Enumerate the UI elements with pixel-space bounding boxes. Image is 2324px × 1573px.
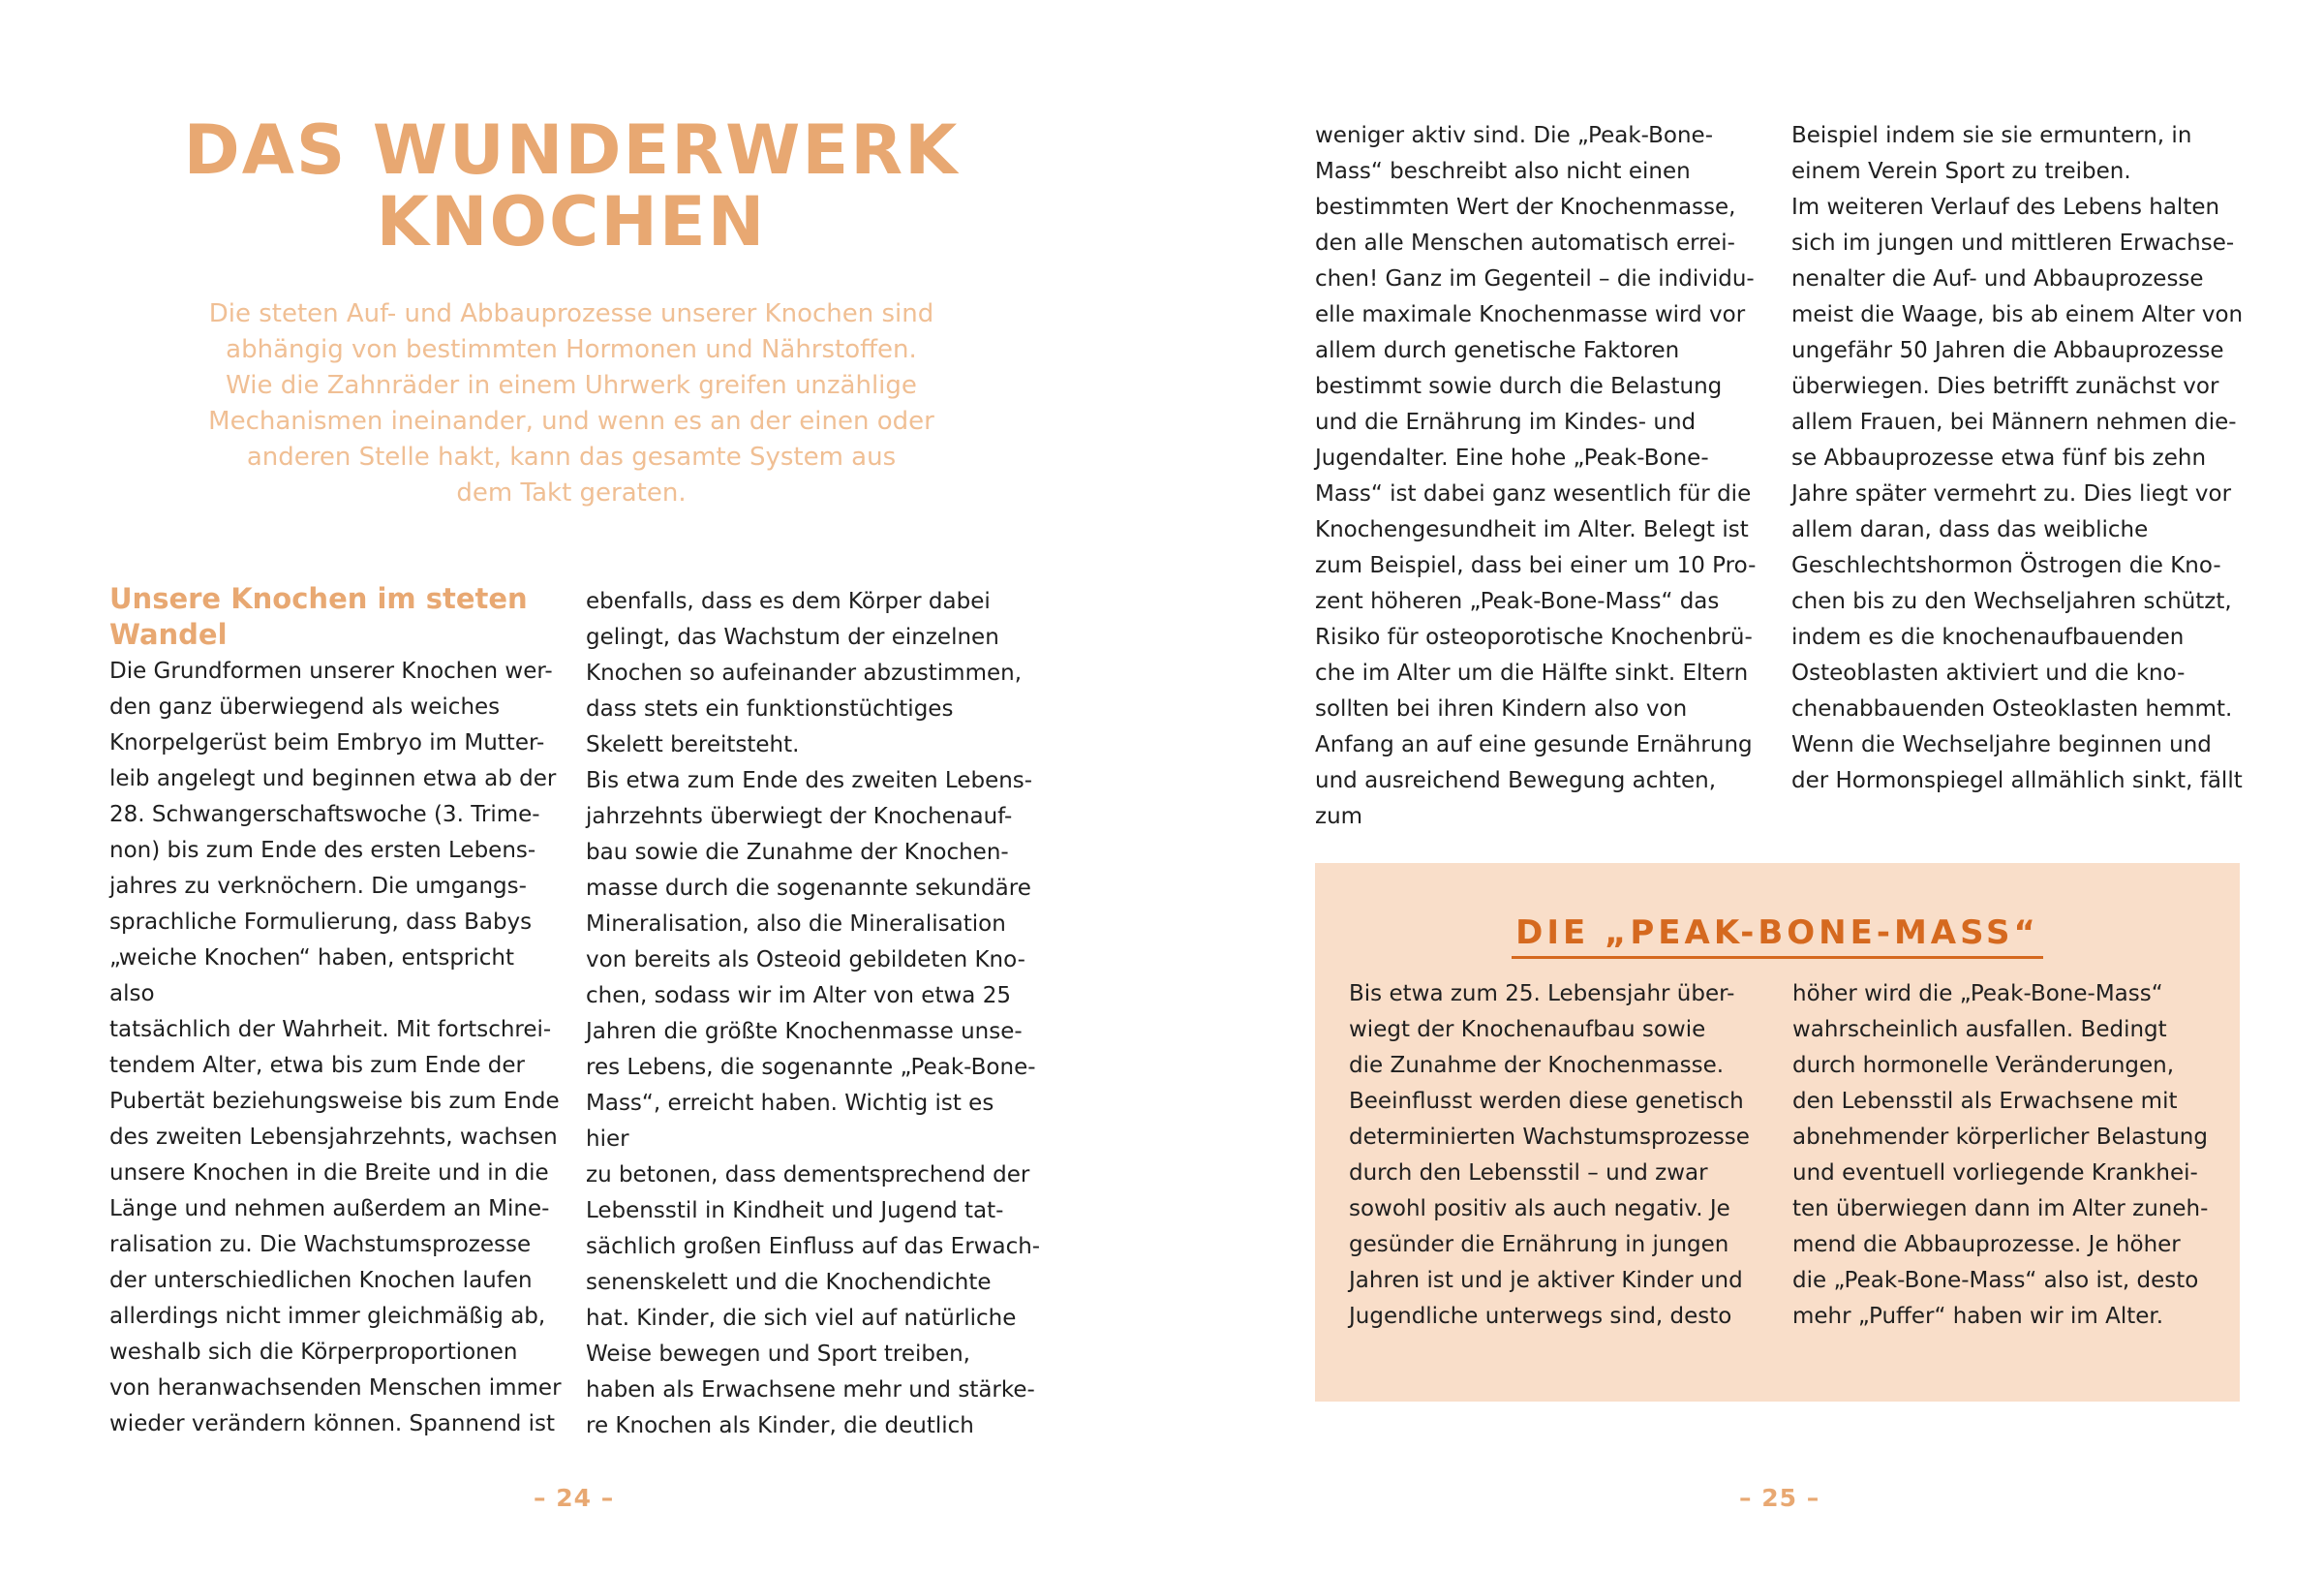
text-line: 28. Schwangerschaftswoche (3. Trime- — [109, 802, 540, 827]
text-line: Jahren die größte Knochenmasse unse- — [586, 1019, 1023, 1044]
text-line: den ganz überwiegend als weiches — [109, 694, 501, 720]
intro-line: Wie die Zahnräder in einem Uhrwerk greifen unzählige — [226, 371, 917, 400]
text-line: Jugendliche unterwegs sind, desto — [1349, 1304, 1732, 1329]
text-line: Geschlechtshormon Östrogen die Kno- — [1791, 553, 2221, 578]
text-line: von bereits als Osteoid gebildeten Kno- — [586, 947, 1025, 972]
body-text — [1792, 976, 2218, 1335]
text-line: tatsächlich der Wahrheit. Mit fortschrei- — [109, 1017, 552, 1042]
text-line: sächlich großen Einfluss auf das Erwach- — [586, 1234, 1041, 1259]
text-line: Jahren ist und je aktiver Kinder und — [1349, 1268, 1743, 1293]
text-line: sprachliche Formulierung, dass Babys — [109, 910, 533, 935]
right-column-1 — [1315, 118, 1770, 835]
text-line: wiegt der Knochenaufbau sowie — [1349, 1017, 1706, 1042]
text-line: „weiche Knochen“ haben, entspricht also — [109, 945, 515, 1006]
page-title — [174, 110, 968, 262]
right-column-2 — [1791, 118, 2247, 799]
page-number: – 25 – — [1739, 1484, 1820, 1512]
left-column-1 — [109, 581, 565, 1442]
text-line: durch hormonelle Veränderungen, — [1792, 1053, 2175, 1078]
text-line: Mineralisation, also die Mineralisation — [586, 911, 1006, 937]
text-line: ten überwiegen dann im Alter zuneh- — [1792, 1196, 2209, 1221]
text-line: che im Alter um die Hälfte sinkt. Eltern — [1315, 661, 1749, 686]
body-text — [1349, 976, 1775, 1335]
text-line: ebenfalls, dass es dem Körper dabei — [586, 589, 991, 614]
body-text — [1315, 118, 1770, 835]
text-line: masse durch die sogenannte sekundäre — [586, 876, 1031, 901]
text-line: höher wird die „Peak-Bone-Mass“ — [1792, 981, 2163, 1006]
text-line: und ausreichend Bewegung achten, zum — [1315, 768, 1716, 829]
text-line: von heranwachsenden Menschen immer — [109, 1375, 562, 1401]
text-line: res Lebens, die sogenannte „Peak-Bone- — [586, 1055, 1036, 1080]
text-line: senenskelett und die Knochendichte — [586, 1270, 992, 1295]
text-line: der Hormonspiegel allmählich sinkt, fällt — [1791, 768, 2243, 793]
text-line: bau sowie die Zunahme der Knochen- — [586, 840, 1009, 865]
text-line: wieder verändern können. Spannend ist — [109, 1411, 555, 1436]
info-box-column-2 — [1792, 976, 2218, 1335]
text-line: zu betonen, dass dementsprechend der — [586, 1162, 1030, 1187]
intro-line: Mechanismen ineinander, und wenn es an der einen oder — [208, 407, 934, 436]
text-line: meist die Waage, bis ab einem Alter von — [1791, 302, 2244, 327]
text-line: Jahre später vermehrt zu. Dies liegt vor — [1791, 481, 2232, 507]
text-line: allem Frauen, bei Männern nehmen die- — [1791, 410, 2237, 435]
text-line: re Knochen als Kinder, die deutlich — [586, 1413, 974, 1438]
text-line: Knochen so aufeinander abzustimmen, — [586, 661, 1023, 686]
text-line: sich im jungen und mittleren Erwachse- — [1791, 231, 2235, 256]
left-column-2 — [586, 584, 1041, 1444]
text-line: haben als Erwachsene mehr und stärke- — [586, 1377, 1035, 1403]
text-line: Mass“ beschreibt also nicht einen — [1315, 159, 1691, 184]
text-line: Jugendalter. Eine hohe „Peak-Bone- — [1315, 446, 1709, 471]
info-box-title — [1315, 911, 2240, 959]
text-line: Wenn die Wechseljahre beginnen und — [1791, 732, 2212, 757]
text-line: des zweiten Lebensjahrzehnts, wachsen — [109, 1125, 558, 1150]
intro-line: dem Takt geraten. — [456, 478, 687, 508]
text-line: Beeinflusst werden diese genetisch — [1349, 1089, 1744, 1114]
text-line: Mass“ ist dabei ganz wesentlich für die — [1315, 481, 1752, 507]
text-line: Im weiteren Verlauf des Lebens halten — [1791, 195, 2220, 220]
intro-text — [203, 296, 939, 511]
info-box — [1315, 863, 2240, 1402]
text-line: chen bis zu den Wechseljahren schützt, — [1791, 589, 2232, 614]
text-line: überwiegen. Dies betrifft zunächst vor — [1791, 374, 2219, 399]
intro-line: Die steten Auf- und Abbauprozesse unserer Knochen sind — [208, 299, 934, 328]
text-line: weshalb sich die Körperproportionen — [109, 1340, 518, 1365]
text-line: indem es die knochenaufbauenden — [1791, 625, 2185, 650]
text-line: ungefähr 50 Jahren die Abbauprozesse — [1791, 338, 2224, 363]
text-line: Mass“, erreicht haben. Wichtig ist es hier — [586, 1091, 994, 1152]
section-heading — [109, 581, 565, 653]
text-line: der unterschiedlichen Knochen laufen — [109, 1268, 533, 1293]
text-line: Weise bewegen und Sport treiben, — [586, 1342, 970, 1367]
text-line: Lebensstil in Kindheit und Jugend tat- — [586, 1198, 1004, 1223]
text-line: allem daran, dass das weibliche — [1791, 517, 2149, 542]
text-line: jahres zu verknöchern. Die umgangs- — [109, 874, 527, 899]
section-heading-line: Unsere Knochen im steten — [109, 582, 528, 615]
text-line: mend die Abbauprozesse. Je höher — [1792, 1232, 2181, 1257]
text-line: Pubertät beziehungsweise bis zum Ende — [109, 1089, 560, 1114]
text-line: allerdings nicht immer gleichmäßig ab, — [109, 1304, 546, 1329]
text-line: Beispiel indem sie sie ermuntern, in — [1791, 123, 2192, 148]
text-line: durch den Lebensstil – und zwar — [1349, 1160, 1708, 1186]
text-line: chenabbauenden Osteoklasten hemmt. — [1791, 696, 2233, 722]
intro-line: anderen Stelle hakt, kann das gesamte System aus — [246, 443, 897, 472]
text-line: Anfang an auf eine gesunde Ernährung — [1315, 732, 1753, 757]
body-text — [586, 584, 1041, 1444]
text-line: chen! Ganz im Gegenteil – die individu- — [1315, 266, 1755, 292]
info-box-title-text: DIE „PEAK-BONE-MASS“ — [1512, 911, 2043, 959]
text-line: leib angelegt und beginnen etwa ab der — [109, 766, 557, 791]
text-line: abnehmender körperlicher Belastung — [1792, 1125, 2208, 1150]
text-line: den alle Menschen automatisch errei- — [1315, 231, 1735, 256]
text-line: sowohl positiv als auch negativ. Je — [1349, 1196, 1730, 1221]
text-line: gelingt, das Wachstum der einzelnen — [586, 625, 999, 650]
text-line: Knochengesundheit im Alter. Belegt ist — [1315, 517, 1749, 542]
text-line: Länge und nehmen außerdem an Mine- — [109, 1196, 550, 1221]
text-line: und eventuell vorliegende Krankhei- — [1792, 1160, 2198, 1186]
text-line: dass stets ein funktionstüchtiges — [586, 696, 954, 722]
text-line: determinierten Wachstumsprozesse — [1349, 1125, 1750, 1150]
text-line: se Abbauprozesse etwa fünf bis zehn — [1791, 446, 2207, 471]
title-line-1: DAS WUNDERWERK — [183, 110, 960, 190]
text-line: den Lebensstil als Erwachsene mit — [1792, 1089, 2178, 1114]
info-box-column-1 — [1349, 976, 1775, 1335]
body-text — [1791, 118, 2247, 799]
intro-line: abhängig von bestimmten Hormonen und Nährstoffen. — [226, 335, 917, 364]
text-line: non) bis zum Ende des ersten Lebens- — [109, 838, 536, 863]
text-line: sollten bei ihren Kindern also von — [1315, 696, 1688, 722]
text-line: zum Beispiel, dass bei einer um 10 Pro- — [1315, 553, 1757, 578]
text-line: allem durch genetische Faktoren — [1315, 338, 1680, 363]
text-line: die „Peak-Bone-Mass“ also ist, desto — [1792, 1268, 2199, 1293]
text-line: gesünder die Ernährung in jungen — [1349, 1232, 1729, 1257]
body-text — [109, 654, 565, 1442]
text-line: hat. Kinder, die sich viel auf natürliche — [586, 1306, 1017, 1331]
text-line: die Zunahme der Knochenmasse. — [1349, 1053, 1725, 1078]
text-line: unsere Knochen in die Breite und in die — [109, 1160, 549, 1186]
text-line: jahrzehnts überwiegt der Knochenauf- — [586, 804, 1013, 829]
text-line: Knorpelgerüst beim Embryo im Mutter- — [109, 730, 545, 756]
text-line: weniger aktiv sind. Die „Peak-Bone- — [1315, 123, 1713, 148]
text-line: Bis etwa zum 25. Lebensjahr über- — [1349, 981, 1735, 1006]
text-line: bestimmten Wert der Knochenmasse, — [1315, 195, 1736, 220]
text-line: nenalter die Auf- und Abbauprozesse — [1791, 266, 2204, 292]
text-line: Risiko für osteoporotische Knochenbrü- — [1315, 625, 1753, 650]
text-line: Bis etwa zum Ende des zweiten Lebens- — [586, 768, 1033, 793]
text-line: einem Verein Sport zu treiben. — [1791, 159, 2131, 184]
text-line: bestimmt sowie durch die Belastung — [1315, 374, 1723, 399]
page-number: – 24 – — [534, 1484, 615, 1512]
text-line: wahrscheinlich ausfallen. Bedingt — [1792, 1017, 2167, 1042]
text-line: und die Ernährung im Kindes- und — [1315, 410, 1697, 435]
text-line: zent höheren „Peak-Bone-Mass“ das — [1315, 589, 1720, 614]
section-heading-line: Wandel — [109, 618, 228, 651]
text-line: elle maximale Knochenmasse wird vor — [1315, 302, 1746, 327]
text-line: tendem Alter, etwa bis zum Ende der — [109, 1053, 525, 1078]
text-line: Skelett bereitsteht. — [586, 732, 800, 757]
title-line-2: KNOCHEN — [376, 182, 767, 262]
text-line: chen, sodass wir im Alter von etwa 25 — [586, 983, 1011, 1008]
text-line: Die Grundformen unserer Knochen wer- — [109, 659, 553, 684]
text-line: mehr „Puffer“ haben wir im Alter. — [1792, 1304, 2164, 1329]
text-line: Osteoblasten aktiviert und die kno- — [1791, 661, 2186, 686]
text-line: ralisation zu. Die Wachstumsprozesse — [109, 1232, 532, 1257]
